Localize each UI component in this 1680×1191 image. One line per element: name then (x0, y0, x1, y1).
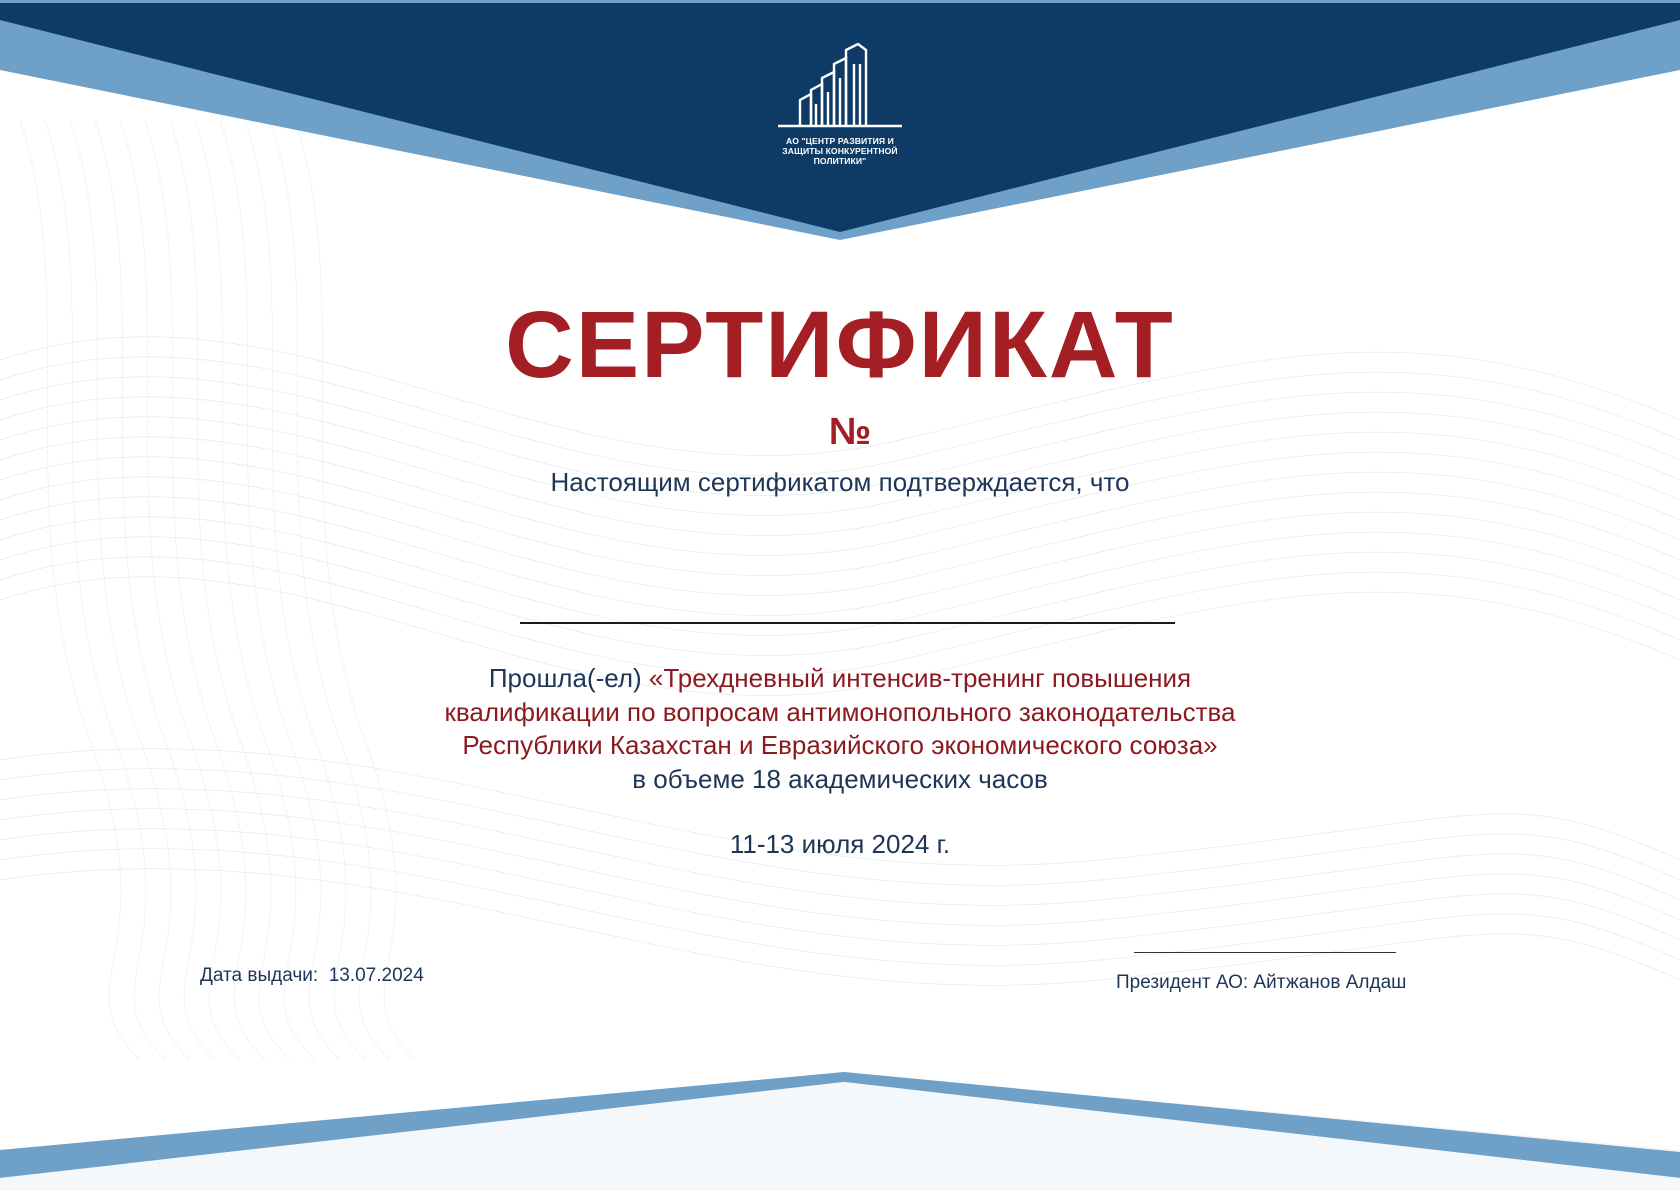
course-title-line-1: «Трехдневный интенсив-тренинг повышения (648, 663, 1192, 693)
organization-logo (760, 42, 920, 177)
issue-date (200, 964, 424, 988)
issue-date-label: Дата выдачи: (200, 965, 319, 986)
logo-caption-line-2: ЗАЩИТЫ КОНКУРЕНТНОЙ (782, 146, 898, 157)
course-title-line-3: Республики Казахстан и Евразийского экономического союза» (462, 730, 1218, 760)
logo-caption-line-1: АО "ЦЕНТР РАЗВИТИЯ И (786, 136, 894, 146)
buildings-icon (778, 42, 902, 130)
issue-date-value: 13.07.2024 (328, 965, 424, 986)
course-volume: в объеме 18 академических часов (632, 763, 1048, 794)
course-line-1 (0, 662, 1680, 696)
confirmation-text: Настоящим сертификатом подтверждается, что (550, 467, 1130, 497)
logo-caption-line-3: ПОЛИТИКИ" (813, 156, 867, 167)
course-prefix: Прошла(-ел) (488, 663, 649, 693)
logo-caption (760, 136, 920, 167)
certificate-title: СЕРТИФИКАТ (505, 292, 1175, 398)
course-description (0, 662, 1680, 796)
course-title-line-2: квалификации по вопросам антимонопольного законодательства (444, 696, 1236, 727)
course-dates: 11-13 июля 2024 г. (729, 829, 951, 859)
signatory: Президент АО: Айтжанов Алдаш (1116, 972, 1407, 993)
signature-line (1134, 952, 1396, 953)
certificate-number: № (828, 411, 872, 453)
recipient-name-line (520, 622, 1175, 624)
